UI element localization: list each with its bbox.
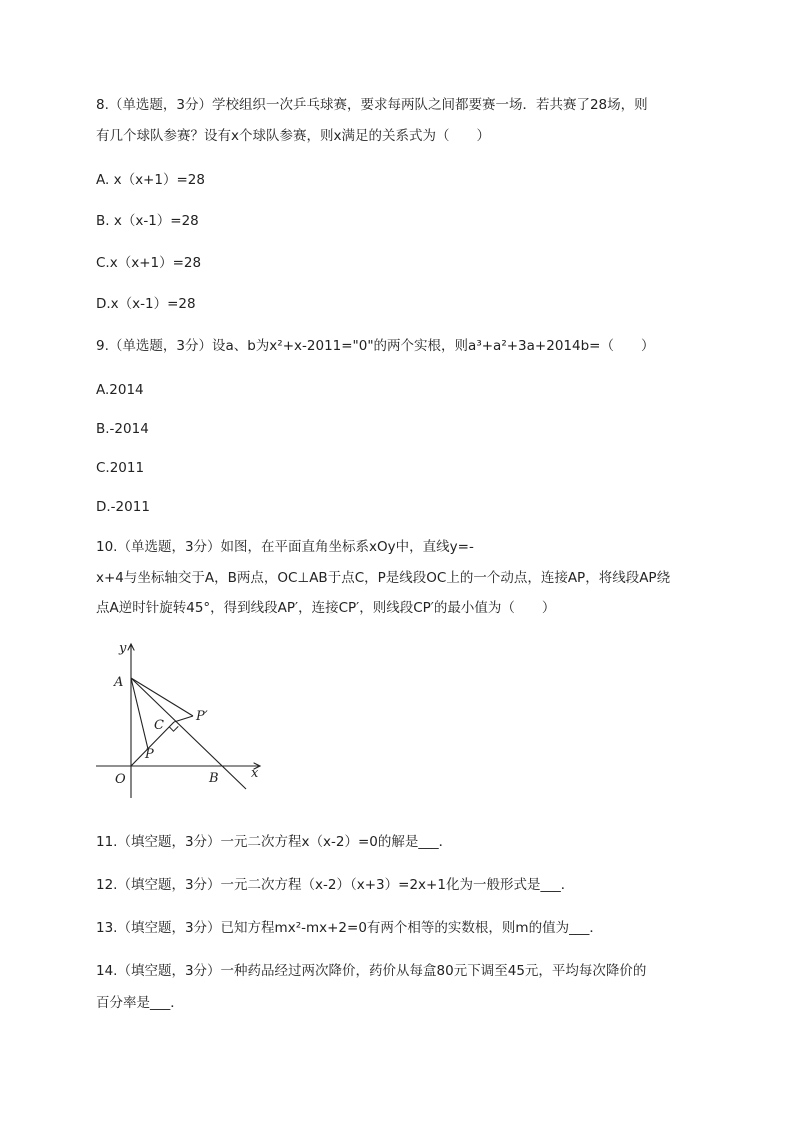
segment-ap [131,678,148,749]
q9-option-b: B.-2014 [96,421,149,437]
q12-stem: 12.（填空题，3分）一元二次方程（x-2）（x+3）=2x+1化为一般形式是___． [96,877,575,893]
q9-option-c: C.2011 [96,460,145,476]
segment-ap-prime [131,678,193,716]
label-y: y [119,641,127,656]
segment-cp-prime [174,716,193,722]
label-p: P [145,747,154,762]
q8-stem-line2: 有几个球队参赛？设有x个球队参赛，则x满足的关系式为（ ） [96,128,490,144]
label-x: x [251,766,259,781]
q8-option-c: C.x（x+1）=28 [96,255,202,271]
q10-stem-line1: 10.（单选题，3分）如图，在平面直角坐标系xOy中，直线y=- [96,539,474,555]
q8-option-d: D.x（x-1）=28 [96,296,196,312]
label-b: B [209,771,219,786]
q8-option-b: B. x（x-1）=28 [96,213,199,229]
right-angle-mark [169,726,178,731]
q9-option-a: A.2014 [96,382,144,398]
q8-option-a: A. x（x+1）=28 [96,172,205,188]
line-ab [131,678,246,789]
label-a: A [114,675,124,690]
label-c: C [154,718,164,733]
q13-stem: 13.（填空题，3分）已知方程mx²-mx+2=0有两个相等的实数根，则m的值为___． [96,920,603,936]
q10-stem-line3: 点A逆时针旋转45°，得到线段AP′，连接CP′，则线段CP′的最小值为（ ） [96,600,556,616]
q9-option-d: D.-2011 [96,499,150,515]
q8-stem-line1: 8.（单选题，3分）学校组织一次乒乓球赛，要求每两队之间都要赛一场．若共赛了28场，则 [96,97,648,113]
q9-stem: 9.（单选题，3分）设a、b为x²+x-2011="0"的两个实根，则a³+a²+3a+2014b=（ ） [96,338,655,354]
q14-stem-line1: 14.（填空题，3分）一种药品经过两次降价，药价从每盒80元下调至45元，平均每次降价的 [96,963,647,979]
q14-stem-line2: 百分率是___． [96,995,184,1011]
q11-stem: 11.（填空题，3分）一元二次方程x（x-2）=0的解是___． [96,834,453,850]
q10-stem-line2: x+4与坐标轴交于A，B两点，OC⊥AB于点C，P是线段OC上的一个动点，连接AP，将线段AP绕 [96,570,671,586]
label-o: O [115,772,126,787]
coordinate-figure [92,636,270,808]
label-p-prime: P′ [196,709,208,724]
